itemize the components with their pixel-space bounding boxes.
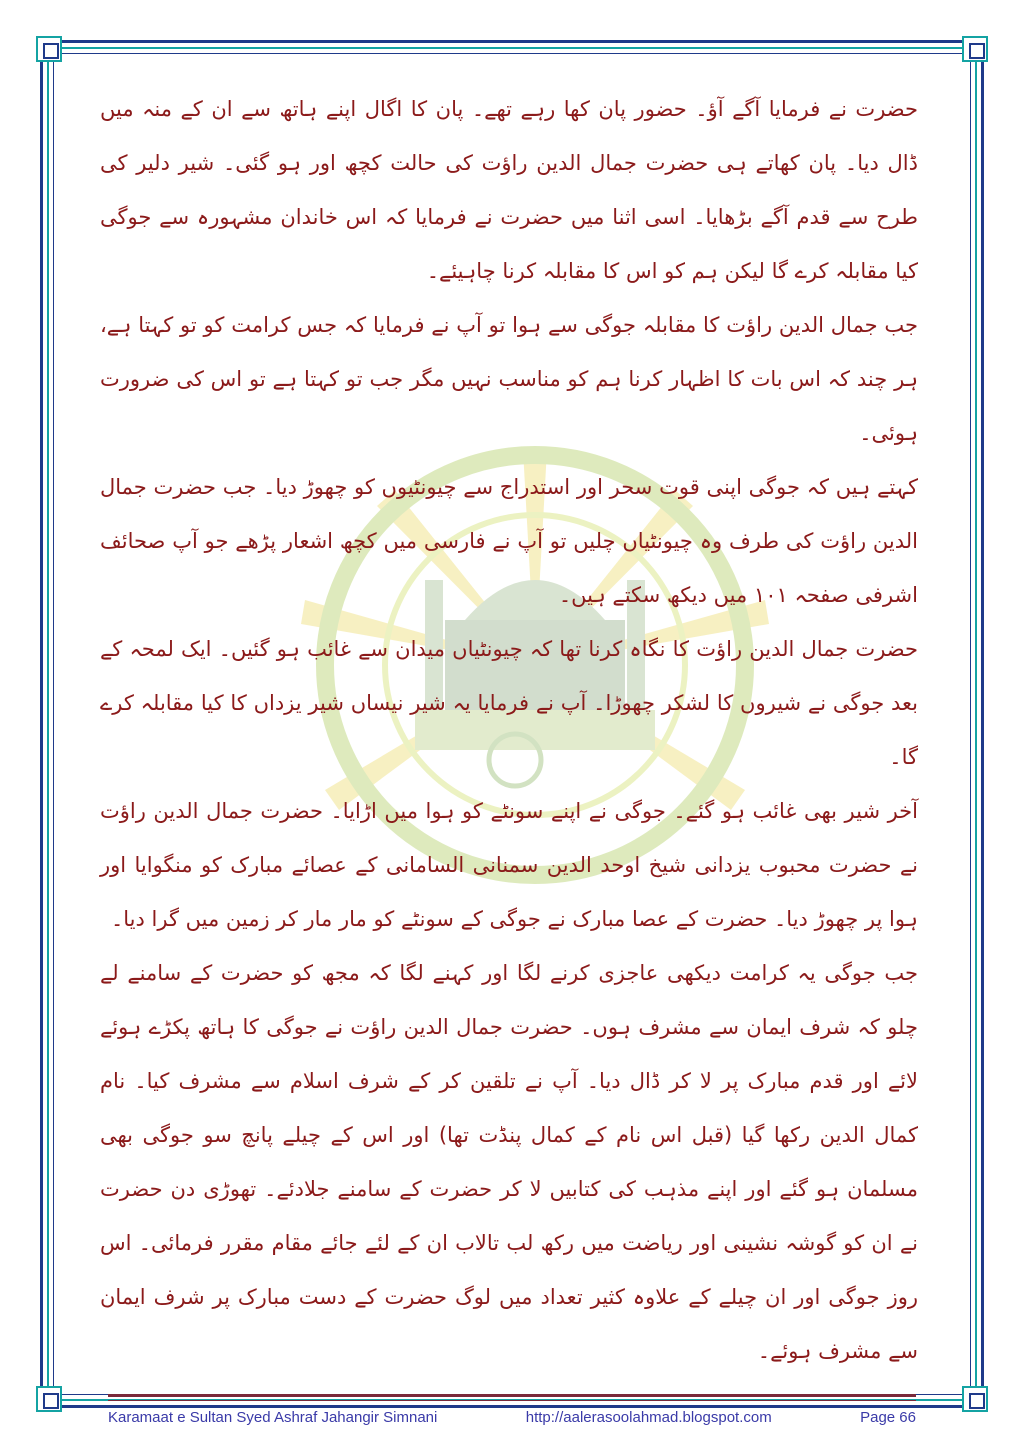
corner-ornament-bottom-left	[36, 1386, 62, 1412]
footer-url-link[interactable]: http://aalerasoolahmad.blogspot.com	[525, 1409, 772, 1426]
footer-divider-thin	[108, 1400, 916, 1401]
paragraph: آخر شیر بھی غائب ہو گئے۔ جوگی نے اپنے سونٹے کو ہوا میں اڑایا۔ حضرت جمال الدین راؤت نے حضرت محبوب یزدانی شیخ اوحد الدین سمنانی السامانی کے عصائے مبارک کو منگوایا اور ہوا پر چھوڑ دیا۔ حضرت کے عصا مبارک نے جوگی کے سونٹے کو مار مار کر زمین میں گرا دیا۔	[100, 799, 918, 931]
paragraph: حضرت جمال الدین راؤت کا نگاہ کرنا تھا کہ چیونٹیاں میدان سے غائب ہو گئیں۔ ایک لمحہ کے بعد جوگی نے شیروں کا لشکر چھوڑا۔ آپ نے فرمایا یہ شیر نیساں شیر یزداں کا کیا مقابلہ کرے گا۔	[100, 637, 918, 769]
footer-page-number: Page 66	[860, 1409, 916, 1426]
corner-ornament-bottom-right	[962, 1386, 988, 1412]
paragraph: جب جوگی یہ کرامت دیکھی عاجزی کرنے لگا اور کہنے لگا کہ مجھ کو حضرت کے سامنے لے چلو کہ شرف ایمان سے مشرف ہوں۔ حضرت جمال الدین راؤت نے جوگی کا ہاتھ پکڑے ہوئے لائے اور قدم مبارک پر لا کر ڈال دیا۔ آپ نے تلقین کر کے شرف اسلام سے مشرف کیا۔ نام کمال الدین رکھا گیا (قبل اس نام کے کمال پنڈت تھا) اور اس کے چیلے پانچ سو جوگی بھی مسلمان ہو گئے اور اپنے مذہب کی کتابیں لا کر حضرت کے سامنے جلادئے۔ تھوڑی دن حضرت نے ان کو گوشہ نشینی اور ریاضت میں رکھ لب تالاب ان کے لئے جائے مقام مقرر فرمائی۔ اس روز جوگی اور ان چیلے کے علاوہ کثیر تعداد میں لوگ حضرت کے دست مبارک پر شرف ایمان سے مشرف ہوئے۔	[100, 961, 918, 1363]
footer-book-title: Karamaat e Sultan Syed Ashraf Jahangir Simnani	[108, 1409, 438, 1426]
page-body	[100, 82, 918, 1378]
page-footer	[108, 1409, 916, 1426]
paragraph: حضرت نے فرمایا آگے آؤ۔ حضور پان کھا رہے تھے۔ پان کا اگال اپنے ہاتھ سے ان کے منہ میں ڈال دیا۔ پان کھاتے ہی حضرت جمال الدین راؤت کی حالت کچھ اور ہو گئی۔ شیر دلیر کی طرح سے قدم آگے بڑھایا۔ اسی اثنا میں حضرت نے فرمایا کہ اس خاندان مشہورہ سے جوگی کیا مقابلہ کرے گا لیکن ہم کو اس کا مقابلہ کرنا چاہیئے۔	[100, 97, 918, 283]
paragraph: جب جمال الدین راؤت کا مقابلہ جوگی سے ہوا تو آپ نے فرمایا کہ جس کرامت کو تو کہتا ہے، ہر چند کہ اس بات کا اظہار کرنا ہم کو مناسب نہیں مگر جب تو کہتا ہے تو اس کی ضرورت ہوئی۔	[100, 313, 918, 445]
paragraph: کہتے ہیں کہ جوگی اپنی قوت سحر اور استدراج سے چیونٹیوں کو چھوڑ دیا۔ جب حضرت جمال الدین راؤت کی طرف وہ چیونٹیاں چلیں تو آپ نے فارسی میں کچھ اشعار پڑھے جو آپ صحائف اشرفی صفحہ ۱۰۱ میں دیکھ سکتے ہیں۔	[100, 475, 918, 607]
corner-ornament-top-right	[962, 36, 988, 62]
footer-divider	[108, 1394, 916, 1397]
corner-ornament-top-left	[36, 36, 62, 62]
